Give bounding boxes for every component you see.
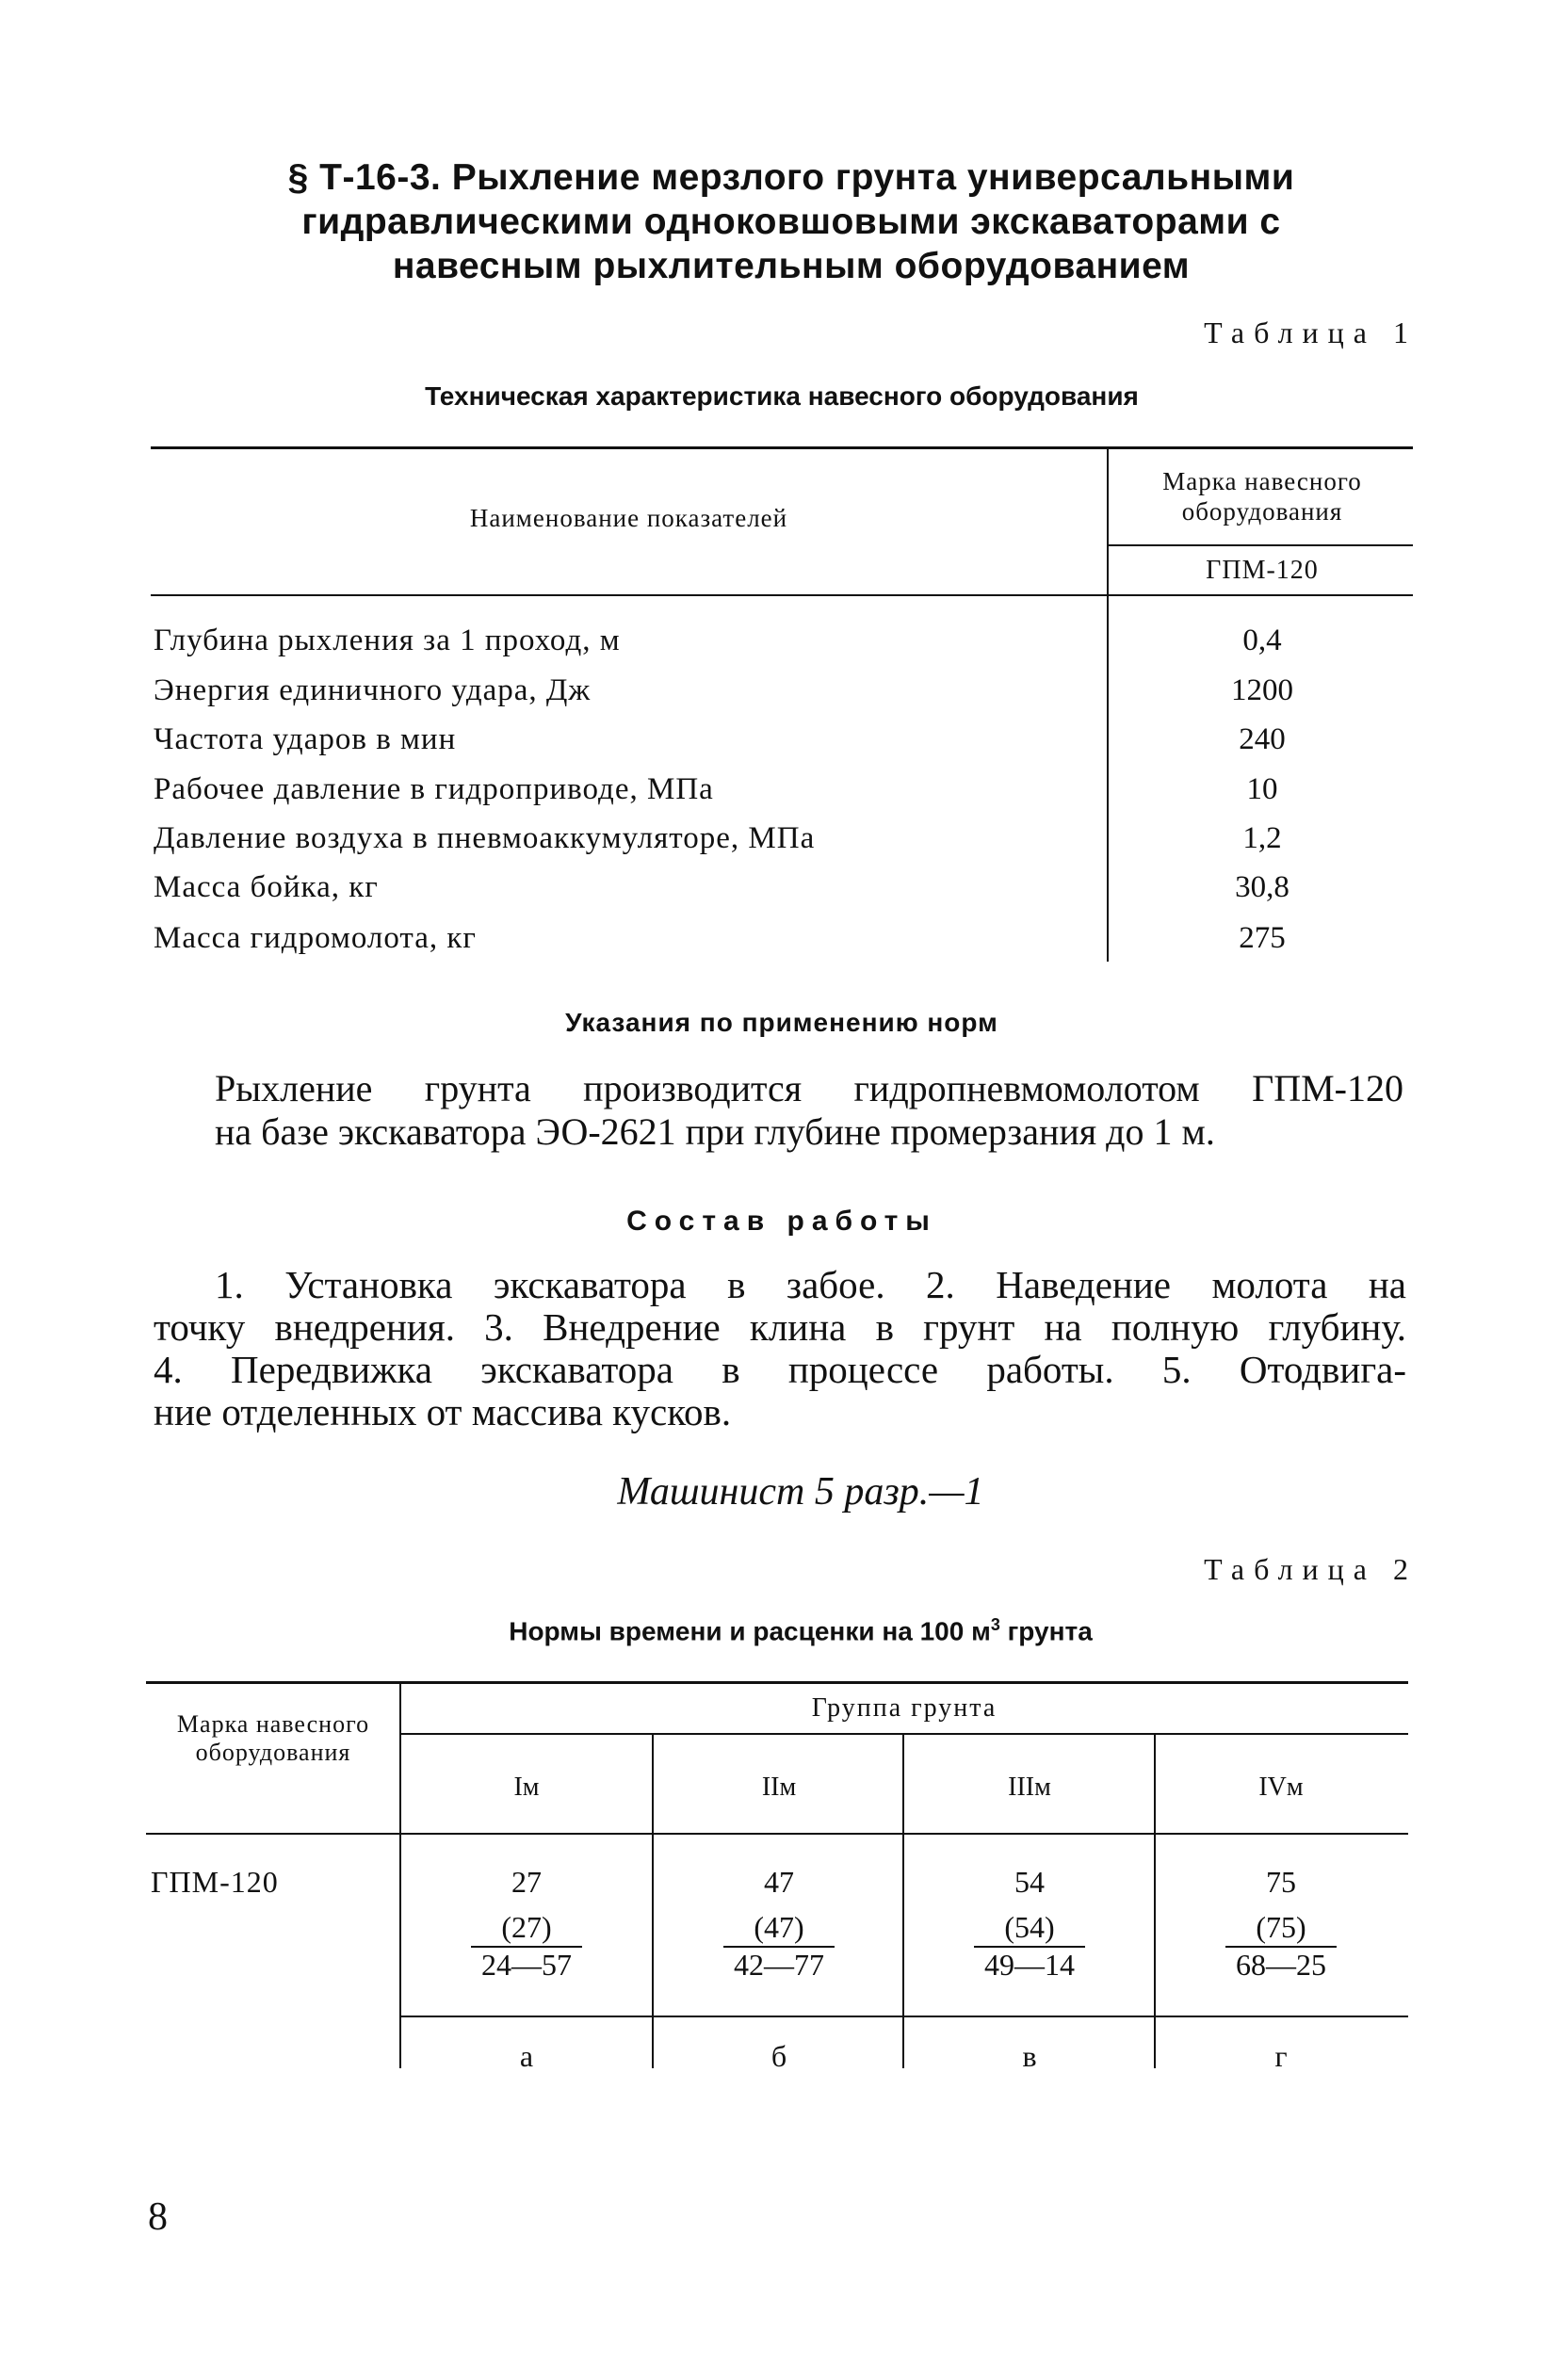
table1-subheader-rule: [1108, 544, 1413, 546]
table2-caption-sup: 3: [990, 1615, 1000, 1634]
row-value: 275: [1239, 921, 1286, 955]
work-line: 1. Установка экскаватора в забое. 2. Наведение молота на: [215, 1263, 1406, 1306]
fraction-line: [974, 1946, 1085, 1948]
table2-caption: [386, 1615, 1215, 1646]
norm-cell: [401, 1865, 652, 1983]
table1-col-model: ГПМ-120: [1206, 556, 1319, 585]
fraction-line: [1225, 1946, 1337, 1948]
row-name: Масса бойка, кг: [154, 870, 379, 904]
row-value: 30,8: [1235, 870, 1289, 904]
instructions-line: на базе экскаватора ЭО-2621 при глубине промерзания до 1 м.: [215, 1110, 1215, 1153]
table2-col-group-header: Группа грунта: [811, 1693, 997, 1723]
rate-value: 49—14: [984, 1948, 1075, 1982]
row-name: Энергия единичного удара, Дж: [154, 673, 592, 707]
work-line: 4. Передвижка экскаватора в процессе работы. 5. Отодвига-: [154, 1348, 1406, 1391]
rate-value: 42—77: [734, 1948, 824, 1982]
work-heading: Состав работы: [626, 1206, 937, 1237]
row-value: 10: [1246, 772, 1278, 806]
group-header: IVм: [1258, 1773, 1304, 1802]
row-name: Давление воздуха в пневмоаккумуляторе, МПа: [154, 821, 816, 855]
row-name: Масса гидромолота, кг: [154, 921, 477, 955]
table1-header-rule: [151, 594, 1413, 596]
norm-paren: (47): [754, 1910, 804, 1944]
table-row: [0, 921, 1557, 970]
fraction-line: [471, 1946, 582, 1948]
fraction-line: [723, 1946, 835, 1948]
work-line: ние отделенных от массива кусков.: [154, 1390, 732, 1433]
section-heading: § Т-16-3. Рыхление мерзлого грунта универсальными гидравлическими одноковшовыми экскаваторами с навесным рыхлительным оборудованием: [287, 157, 1295, 286]
table1-caption: Техническая характеристика навесного оборудования: [425, 381, 1139, 411]
table-row: [0, 673, 1557, 722]
group-header: Iм: [513, 1773, 540, 1802]
table2-caption-prefix: Нормы времени и расценки на 100 м: [509, 1616, 991, 1646]
row-value: 240: [1239, 722, 1286, 756]
column-letter: в: [1022, 2039, 1037, 2073]
norm-cell: [904, 1865, 1155, 1983]
work-text: [154, 1264, 1406, 1433]
column-letter: г: [1274, 2039, 1288, 2073]
row-value: 1200: [1231, 673, 1293, 707]
table-row: [0, 772, 1557, 821]
instructions-line: Рыхление грунта производится гидропневмомолотом ГПМ-120: [215, 1067, 1403, 1109]
row-name: Рабочее давление в гидроприводе, МПа: [154, 772, 714, 806]
norm-paren: (75): [1256, 1910, 1306, 1944]
group-header: IIм: [761, 1773, 797, 1802]
table2-caption-suffix: грунта: [999, 1616, 1093, 1646]
row-name: Частота ударов в мин: [154, 722, 457, 756]
table2-top-rule: [146, 1681, 1408, 1684]
page-number: 8: [148, 2195, 168, 2239]
instructions-text: [154, 1067, 1403, 1154]
table2-label: Таблица 2: [1204, 1552, 1418, 1586]
table2-header-rule: [146, 1833, 1408, 1835]
table1-top-rule: [151, 446, 1413, 449]
instructions-heading: Указания по применению норм: [565, 1008, 998, 1037]
table1-col-name-header: Наименование показателей: [469, 504, 788, 532]
table-row: [0, 722, 1557, 771]
rate-value: 68—25: [1236, 1948, 1326, 1982]
table2-group-rule: [400, 1733, 1408, 1735]
work-line: точку внедрения. 3. Внедрение клина в грунт на полную глубину.: [154, 1305, 1406, 1349]
table2-model: ГПМ-120: [151, 1865, 279, 1899]
norm-value: 47: [764, 1865, 794, 1899]
group-header: IIIм: [1008, 1773, 1051, 1802]
machinist-line: Машинист 5 разр.—1: [617, 1470, 984, 1514]
row-value: 0,4: [1242, 623, 1282, 657]
table1-label: Таблица 1: [1204, 316, 1418, 349]
table-row: [0, 623, 1557, 672]
column-letter: а: [519, 2039, 534, 2073]
table-row: [0, 870, 1557, 919]
table-row: [0, 821, 1557, 870]
row-name: Глубина рыхления за 1 проход, м: [154, 623, 621, 657]
norm-value: 27: [511, 1865, 542, 1899]
norm-value: 54: [1014, 1865, 1045, 1899]
norm-paren: (27): [501, 1910, 552, 1944]
norm-cell: [654, 1865, 904, 1983]
norm-value: 75: [1266, 1865, 1296, 1899]
norm-cell: [1156, 1865, 1406, 1983]
table2-col-brand-header: Марка навесного оборудования: [176, 1710, 370, 1766]
row-value: 1,2: [1242, 821, 1282, 855]
column-letter: б: [770, 2039, 787, 2073]
norm-paren: (54): [1004, 1910, 1055, 1944]
table1-col-brand-header: Марка навесного оборудования: [1162, 467, 1362, 526]
rate-value: 24—57: [481, 1948, 572, 1982]
table2-letter-rule: [400, 2016, 1408, 2017]
